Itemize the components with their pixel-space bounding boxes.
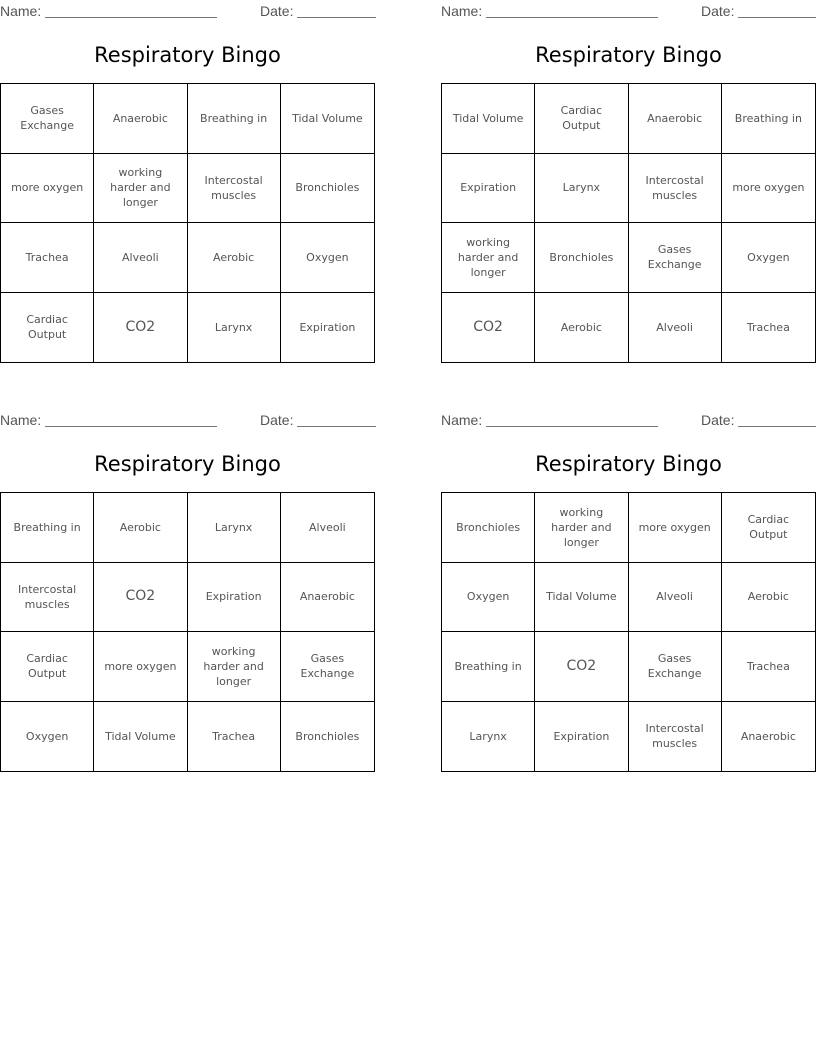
name-label: Name: [0,3,42,19]
bingo-grid [441,83,816,363]
date-blank-line [738,426,816,427]
bingo-grid [441,492,816,772]
bingo-cell: Gases Exchange [629,223,722,293]
bingo-cell: Breathing in [442,632,535,702]
bingo-cell: more oxygen [722,154,815,224]
bingo-cell: Anaerobic [629,84,722,154]
bingo-cell: more oxygen [629,493,722,563]
bingo-cell: Oxygen [722,223,815,293]
bingo-cell: Bronchioles [535,223,628,293]
name-label: Name: [441,3,483,19]
date-label: Date: [701,412,735,428]
bingo-cell: Intercostal muscles [629,154,722,224]
bingo-cell: Intercostal muscles [188,154,281,224]
bingo-cell: Oxygen [281,223,374,293]
date-label: Date: [260,3,294,19]
bingo-cell: Anaerobic [740,729,796,743]
bingo-cell: Aerobic [535,293,628,363]
bingo-cell: Oxygen [442,563,535,633]
name-date-row [441,411,816,429]
bingo-cell: Breathing in [1,493,94,563]
bingo-card [0,0,375,365]
bingo-cell: working harder and longer [535,493,628,563]
card-title: Respiratory Bingo [94,43,281,67]
name-label: Name: [441,412,483,428]
bingo-cell: Gases Exchange [629,632,722,702]
bingo-cell: Breathing in [722,84,815,154]
bingo-cell: Cardiac Output [1,293,94,363]
bingo-cell: working harder and longer [94,154,187,224]
date-label: Date: [260,412,294,428]
bingo-cell: Trachea [722,632,815,702]
bingo-cell: Aerobic [94,493,187,563]
bingo-cell: Cardiac Output [722,493,815,563]
bingo-cell: Expiration [442,154,535,224]
bingo-cell: Alveoli [629,293,722,363]
bingo-cell: more oxygen [1,154,94,224]
bingo-cell: Anaerobic [281,563,374,633]
bingo-cell: Larynx [442,702,535,772]
bingo-cell: Oxygen [1,702,94,772]
name-label: Name: [0,412,42,428]
bingo-cell: Bronchioles [281,154,374,224]
name-blank-line [45,426,217,427]
bingo-cell: Tidal Volume [281,84,374,154]
bingo-cell: Trachea [1,223,94,293]
card-title: Respiratory Bingo [94,452,281,476]
bingo-cell: Gases Exchange [1,84,94,154]
name-blank-line [45,17,217,18]
bingo-cell: working harder and longer [442,223,535,293]
bingo-cell: Larynx [188,493,281,563]
bingo-cell: Bronchioles [442,493,535,563]
bingo-card [0,409,375,774]
bingo-cell: Cardiac Output [535,84,628,154]
bingo-card [441,409,816,774]
date-blank-line [738,17,816,18]
bingo-cell: Aerobic [188,223,281,293]
card-title: Respiratory Bingo [535,43,722,67]
name-date-row [0,2,375,20]
bingo-cell: Intercostal muscles [1,563,94,633]
bingo-cell: Larynx [535,154,628,224]
bingo-cell: Intercostal muscles [629,702,722,772]
bingo-cell: Aerobic [722,563,815,633]
bingo-cell: CO2 [442,293,535,363]
name-blank-line [486,426,658,427]
bingo-grid [0,83,375,363]
date-blank-line [297,17,376,18]
bingo-cell: Trachea [188,702,281,772]
bingo-cell: Breathing in [188,84,281,154]
bingo-cell: Larynx [188,293,281,363]
date-label: Date: [701,3,735,19]
bingo-cell: Alveoli [94,223,187,293]
bingo-cell: Gases Exchange [281,632,374,702]
name-blank-line [486,17,658,18]
bingo-cell: Tidal Volume [535,563,628,633]
bingo-cell: Expiration [299,320,356,334]
bingo-cell: Cardiac Output [1,632,94,702]
bingo-cell: working harder and longer [188,632,281,702]
bingo-cell: Expiration [535,702,628,772]
name-date-row [441,2,816,20]
bingo-cell: Tidal Volume [442,84,535,154]
date-blank-line [297,426,376,427]
bingo-cell: Anaerobic [94,84,187,154]
bingo-cell: CO2 [535,632,628,702]
bingo-cell: Bronchioles [295,729,360,743]
bingo-cell: CO2 [94,563,187,633]
bingo-cell: Alveoli [629,563,722,633]
card-title: Respiratory Bingo [535,452,722,476]
bingo-cell: Tidal Volume [94,702,187,772]
bingo-cell: more oxygen [94,632,187,702]
bingo-cell: Alveoli [281,493,374,563]
name-date-row [0,411,375,429]
bingo-cell: Trachea [746,320,790,334]
bingo-card [441,0,816,365]
bingo-grid [0,492,375,772]
bingo-cell: CO2 [94,293,187,363]
bingo-cell: Expiration [188,563,281,633]
